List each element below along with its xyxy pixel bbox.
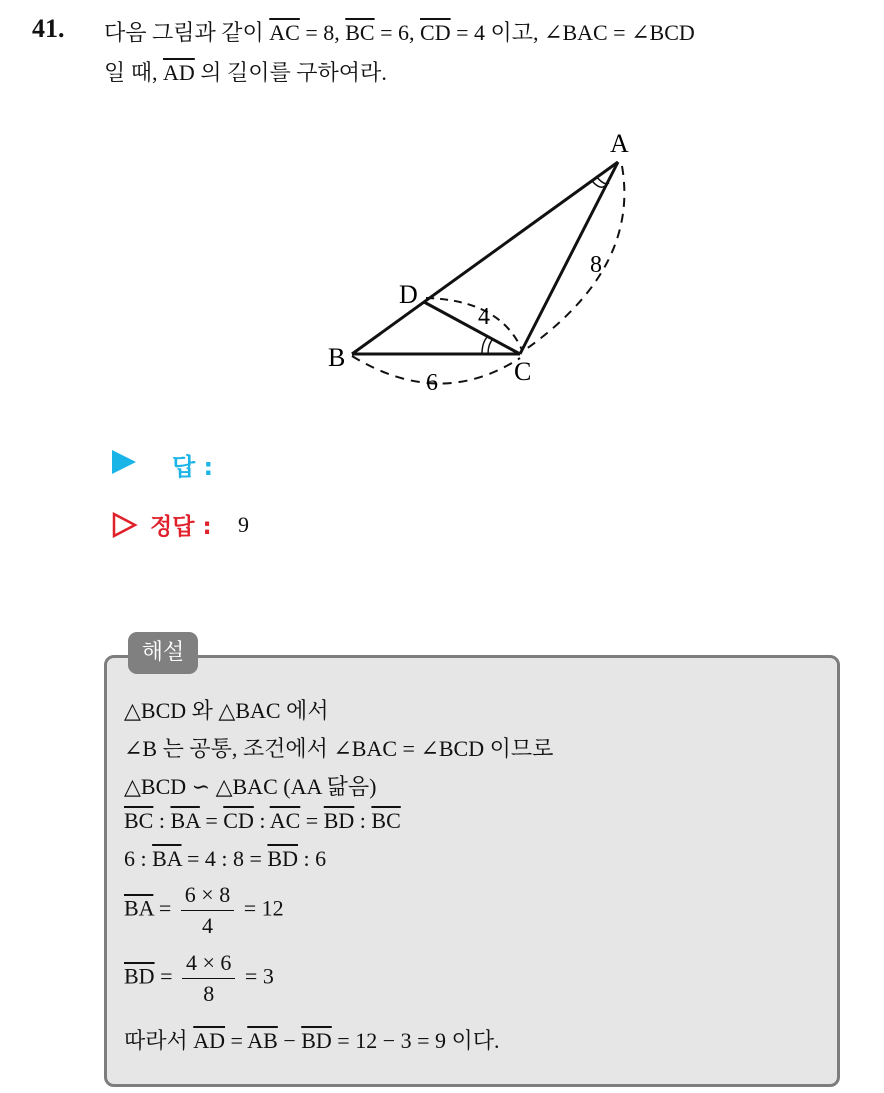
math-text: 6 :	[124, 846, 153, 871]
math-text: :	[354, 808, 372, 833]
segment: $\overline{BD}$	[124, 963, 155, 989]
solution-arrow-icon	[112, 512, 138, 538]
question-text: = 8,	[299, 20, 346, 45]
solution-value: 9	[238, 512, 249, 537]
math-text: =	[199, 808, 224, 833]
vertex-label-c: C	[514, 357, 532, 386]
vertex-label-a: A	[610, 129, 629, 158]
explanation-line	[124, 846, 326, 872]
explanation-fraction-line	[124, 948, 274, 1009]
question-number: 41.	[32, 14, 65, 43]
math-text: = 3	[239, 963, 274, 989]
segment: $\overline{AD}$	[193, 1028, 226, 1053]
segment: $\overline{AB}$	[247, 1028, 278, 1053]
math-text: = 12 − 3 = 9 이다.	[331, 1028, 500, 1053]
math-text: 따라서	[124, 1028, 194, 1053]
arc-cd	[426, 298, 522, 350]
math-text: :	[253, 808, 270, 833]
explanation-tag: 해설	[128, 632, 198, 674]
answer-arrow-icon	[112, 450, 136, 474]
math-text: =	[153, 895, 177, 921]
length-label-cd: 4	[478, 304, 490, 330]
vertex-label-d: D	[399, 280, 418, 309]
question-text: = 6,	[374, 20, 421, 45]
fraction-numerator: 4 × 6	[182, 948, 235, 979]
math-text: =	[154, 963, 178, 989]
segment-ad: $\overline{AD}$	[163, 60, 195, 85]
question-text-line1	[104, 16, 695, 47]
question-text: 의 길이를 구하여라.	[194, 60, 387, 85]
answer-label: 답 :	[172, 453, 214, 481]
segment: $\overline{BC}$	[124, 808, 154, 833]
segment-ac: $\overline{AC}$	[269, 20, 300, 45]
math-text: = 4 : 8 =	[181, 846, 268, 871]
fraction-denominator: 8	[203, 981, 215, 1006]
math-text: = 12	[238, 895, 284, 921]
explanation-fraction-line	[124, 880, 284, 941]
explanation-line	[124, 1024, 500, 1055]
segment: $\overline{BD}$	[267, 846, 298, 871]
question-text: = 4 이고, ∠BAC = ∠BCD	[450, 20, 695, 45]
fraction	[181, 880, 234, 941]
math-text: : 6	[297, 846, 327, 871]
vertex-label-b: B	[328, 343, 346, 372]
segment: $\overline{BA}$	[170, 808, 200, 833]
explanation-line: △BCD 와 △BAC 에서	[124, 698, 329, 723]
math-text: −	[277, 1028, 302, 1053]
fraction-numerator: 6 × 8	[181, 880, 234, 911]
explanation-line	[124, 808, 401, 834]
segment: $\overline{BC}$	[371, 808, 401, 833]
solution-label: 정답 :	[150, 514, 212, 540]
math-text: =	[225, 1028, 248, 1053]
angle-mark-c	[482, 336, 488, 354]
segment: $\overline{AC}$	[269, 808, 301, 833]
segment-bc: $\overline{BC}$	[345, 20, 375, 45]
math-text: :	[153, 808, 171, 833]
question-text: 일 때,	[104, 60, 164, 85]
length-label-ac: 8	[590, 252, 602, 278]
segment: $\overline{CD}$	[223, 808, 254, 833]
question-text-line2	[104, 56, 387, 87]
length-label-bc: 6	[426, 370, 438, 396]
line-cd	[424, 302, 520, 354]
line-ac	[520, 162, 618, 354]
segment-cd: $\overline{CD}$	[420, 20, 451, 45]
math-text: =	[300, 808, 324, 833]
segment: $\overline{BA}$	[124, 895, 154, 921]
fraction	[182, 948, 235, 1009]
segment: $\overline{BD}$	[323, 808, 355, 833]
explanation-line: ∠B 는 공통, 조건에서 ∠BAC = ∠BCD 이므로	[124, 736, 554, 761]
triangle-figure	[300, 120, 660, 400]
segment: $\overline{BA}$	[152, 846, 182, 871]
angle-mark-c	[488, 339, 493, 354]
segment: $\overline{BD}$	[301, 1028, 332, 1053]
fraction-denominator: 4	[201, 913, 213, 938]
explanation-line: △BCD ∽ △BAC (AA 닮음)	[124, 774, 377, 799]
question-text: 다음 그림과 같이	[104, 20, 270, 45]
